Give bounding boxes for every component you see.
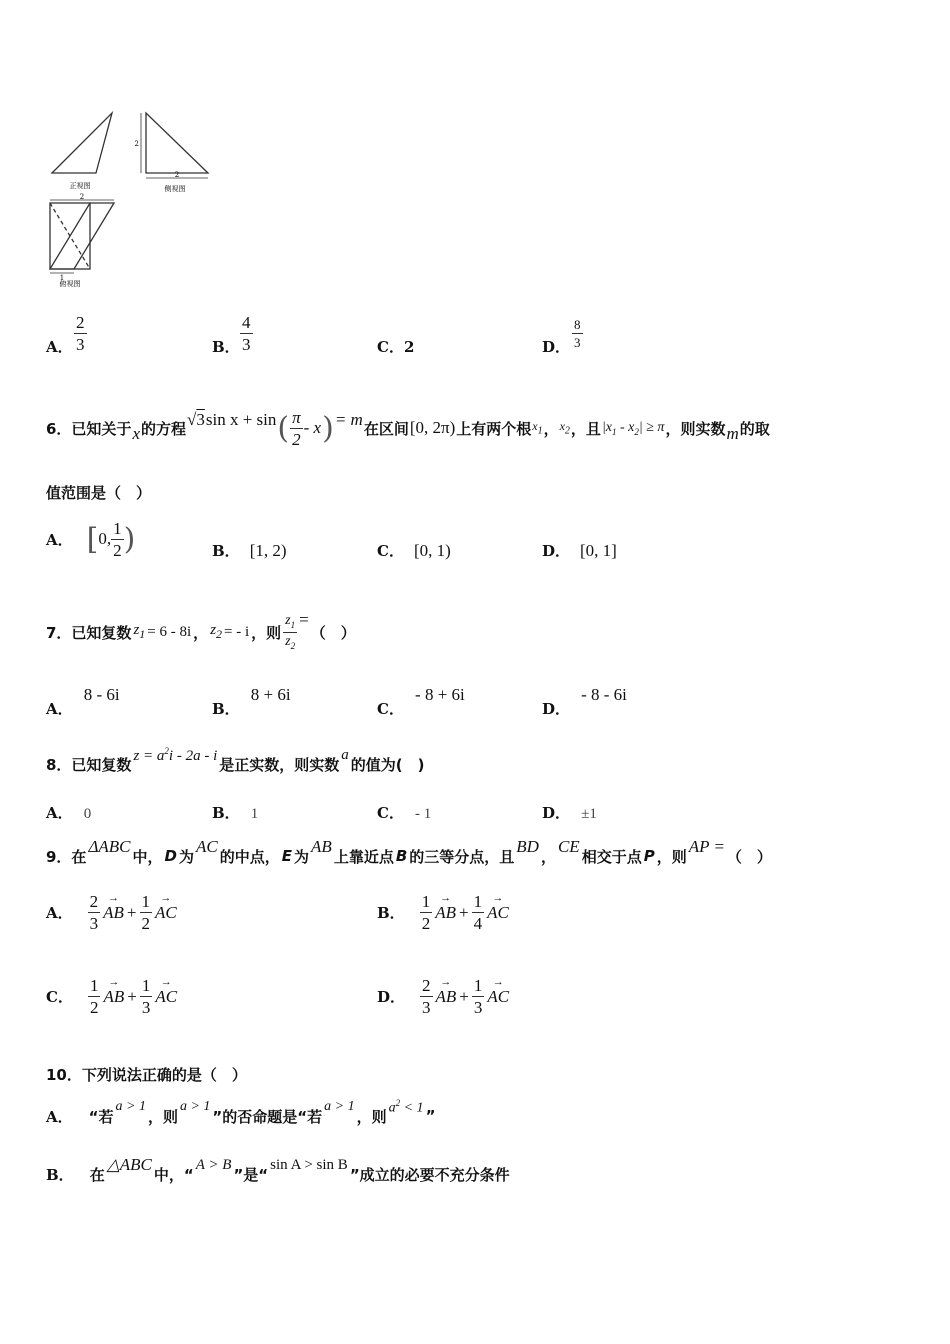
three-view-figure [40,105,220,290]
front-view-label: 正视图 [69,182,91,190]
q7-option-a[interactable]: A． 8 - 6i [46,685,120,718]
q7-option-b[interactable]: B． 8 + 6i [212,685,291,718]
q9-stem: 9．在 ΔABC 中， D 为 AC 的中点， E 为 AB 上靠近点 B 的三等分点，且 BD ， CE 相交于点 P ，则 AP = （ ） [46,837,772,866]
top-view-shape [50,200,114,273]
q5-option-c[interactable]: C．2 [377,338,415,356]
q8-option-a[interactable]: A． 0 [46,804,92,822]
q7-option-c[interactable]: C． - 8 + 6i [377,685,465,718]
side-height-dim: 2 [134,140,139,148]
q10-option-b[interactable]: B． 在 △ABC 中，“ A > B ”是“ sin A > sin B ”成立的必要不充分条件 [46,1155,510,1184]
q5-option-d-value: $\frac{8}{3}$ [574,317,581,350]
side-view-label: 侧视图 [164,185,186,193]
q9-option-a[interactable]: A． $\frac{2}{3}$ → AB + $\frac{1}{2}$ → AC [46,893,177,932]
q10-option-a[interactable]: A． “若 a > 1 ，则 a > 1 ”的否命题是“若 a > 1 ，则 $a^2 < 1$ ” [46,1097,436,1126]
q9-option-b[interactable]: B． $\frac{1}{2}$ → AB + $\frac{1}{4}$ → AC [377,893,509,932]
q5-option-d[interactable]: D． [542,338,571,356]
q6-option-c[interactable]: C． [0, 1) [377,540,451,560]
q8-stem: 8．已知复数 $z = a^2i - 2a - i$ 是正实数，则实数 a 的值为( ) [46,745,425,774]
top-width-dim: 2 [79,193,85,201]
q8-option-d[interactable]: D． ±1 [542,804,597,822]
q5-option-b-value: $\frac{4}{3}$ [242,313,251,354]
q6-stem-line2: 值范围是（ ） [46,484,152,502]
q5-option-a[interactable]: A． [46,338,73,356]
q10-stem: 10．下列说法正确的是（ ） [46,1066,247,1084]
q5-option-a-value: $\frac{2}{3}$ [76,313,85,354]
q9-option-d[interactable]: D． $\frac{2}{3}$ → AB + $\frac{1}{3}$ → AC [377,977,509,1016]
side-view-shape [146,113,208,173]
q9-option-c[interactable]: C． $\frac{1}{2}$ → AB + $\frac{1}{3}$ → AC [46,977,177,1016]
q6-stem: 6．已知关于 x 的方程 √3 sin x + sin ( $\frac{\pi}{2}$ - x ) = m 在区间 [0, 2π) 上有两个根 $x_1$ ， $x_2$ ，且 $|x_1 - x_2| \ge \pi$ ，则实数 m 的取 [46,407,770,449]
top-view-label: 俯视图 [59,280,81,288]
q7-stem: 7．已知复数 $z_1$ = 6 - 8i ， $z_2$ = - i ，则 $\frac{z_1}{z_2}$ = （ ） [46,610,356,651]
top-base-dim: 1 [59,274,65,282]
q6-option-a[interactable]: A． [ 0, $\frac{1}{2}$ ) [46,518,136,560]
q6-option-d[interactable]: D． [0, 1] [542,540,617,560]
q8-option-c[interactable]: C． - 1 [377,804,432,822]
side-width-dim: 2 [174,171,180,179]
q8-option-b[interactable]: B． 1 [212,804,259,822]
q5-option-b[interactable]: B． [212,338,240,356]
q5-option-c-value: 2 [403,338,415,356]
q7-option-d[interactable]: D． - 8 - 6i [542,685,627,718]
front-view-shape [52,113,112,173]
q6-option-b[interactable]: B． [1, 2) [212,540,287,560]
